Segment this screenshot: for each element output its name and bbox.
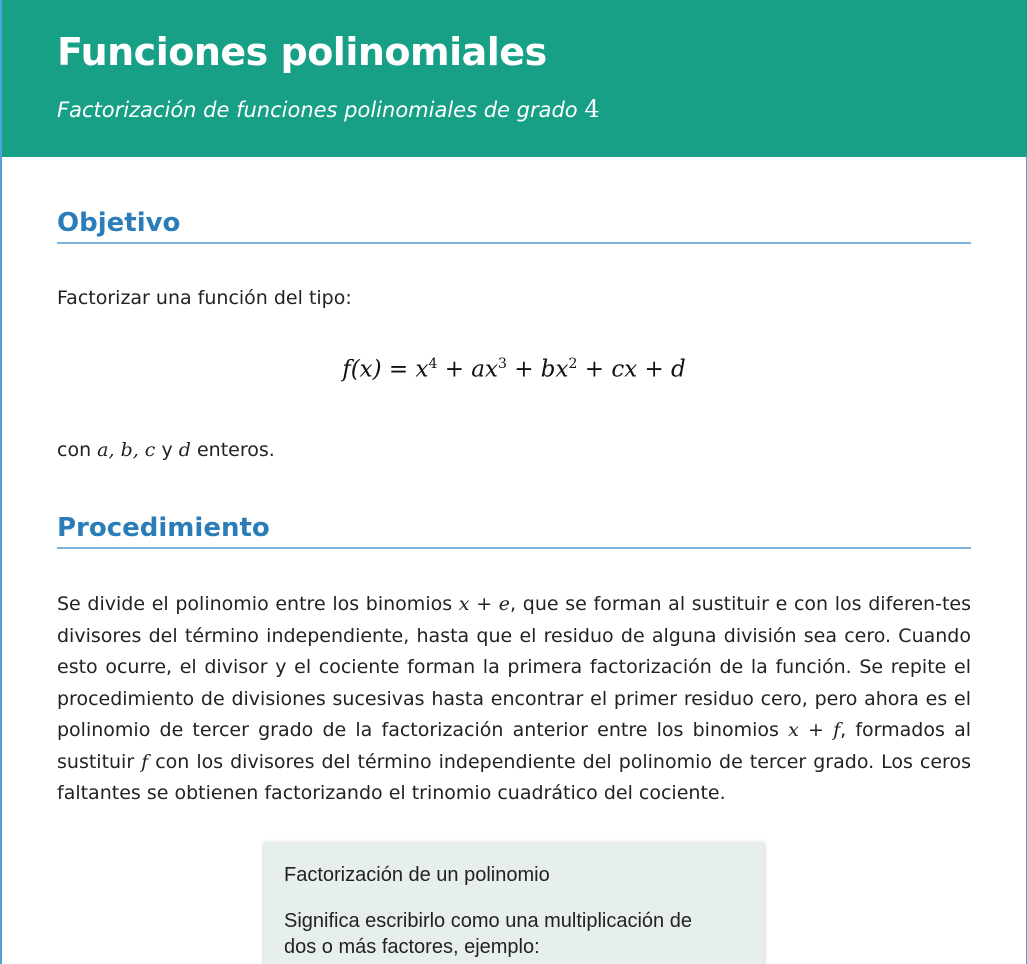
header-banner xyxy=(2,0,1027,157)
formula-exp-2: 2 xyxy=(568,356,578,372)
con-suffix: enteros. xyxy=(190,439,275,461)
var-d: d xyxy=(178,439,191,461)
section-heading-objetivo: Objetivo xyxy=(57,208,971,244)
proc-math-x-plus-f: x + f xyxy=(788,719,841,741)
vars-abc: a, b, c xyxy=(97,439,156,461)
proc-text-2: , que se forman al sustituir e con los diferen-tes divisores del término independiente, hasta que el residuo de alguna división sea cero. Cuando esto ocurre, el divisor y el cociente forman la primera factorización de la función. Se repite el procedimiento de divisiones sucesivas hasta encontrar el primer residuo cero, pero ahora es el polinomio de tercer grado de la factorización anterior entre los binomios xyxy=(57,593,971,741)
proc-text-4: con los divisores del término independiente del polinomio de tercer grado. Los ceros faltantes se obtienen factorizando el trinomio cuadrático del cociente. xyxy=(57,750,971,804)
note-title: Factorización de un polinomio xyxy=(284,864,550,886)
objetivo-intro: Factorizar una función del tipo: xyxy=(57,287,352,309)
formula-exp-4: 4 xyxy=(428,356,438,372)
objetivo-conditions xyxy=(57,439,971,461)
and-word: y xyxy=(155,439,179,461)
con-prefix: con xyxy=(57,439,98,461)
section-heading-procedimiento: Procedimiento xyxy=(57,513,971,549)
page-subtitle xyxy=(57,95,600,123)
formula-term-cxd: + cx + d xyxy=(577,356,686,383)
note-body: Significa escribirlo como una multiplicación de dos o más factores, ejemplo: xyxy=(284,910,692,958)
proc-text-3: , formados al sustituir xyxy=(57,719,971,773)
subtitle-degree: 4 xyxy=(584,95,600,123)
formula-term-ax: + ax xyxy=(437,356,498,383)
procedimiento-paragraph xyxy=(57,589,971,810)
proc-math-f: f xyxy=(141,750,149,773)
page-title: Funciones polinomiales xyxy=(57,30,547,74)
formula-lhs: f(x) = x xyxy=(342,356,429,383)
formula-exp-3: 3 xyxy=(497,356,507,372)
proc-text-1: Se divide el polinomio entre los binomios xyxy=(57,593,459,615)
proc-math-x-plus-e: x + e xyxy=(458,593,511,615)
subtitle-text: Factorización de funciones polinomiales de grado xyxy=(57,98,578,122)
definition-note-box xyxy=(264,842,764,964)
polynomial-formula xyxy=(57,356,971,383)
formula-term-bx: + bx xyxy=(506,356,569,383)
